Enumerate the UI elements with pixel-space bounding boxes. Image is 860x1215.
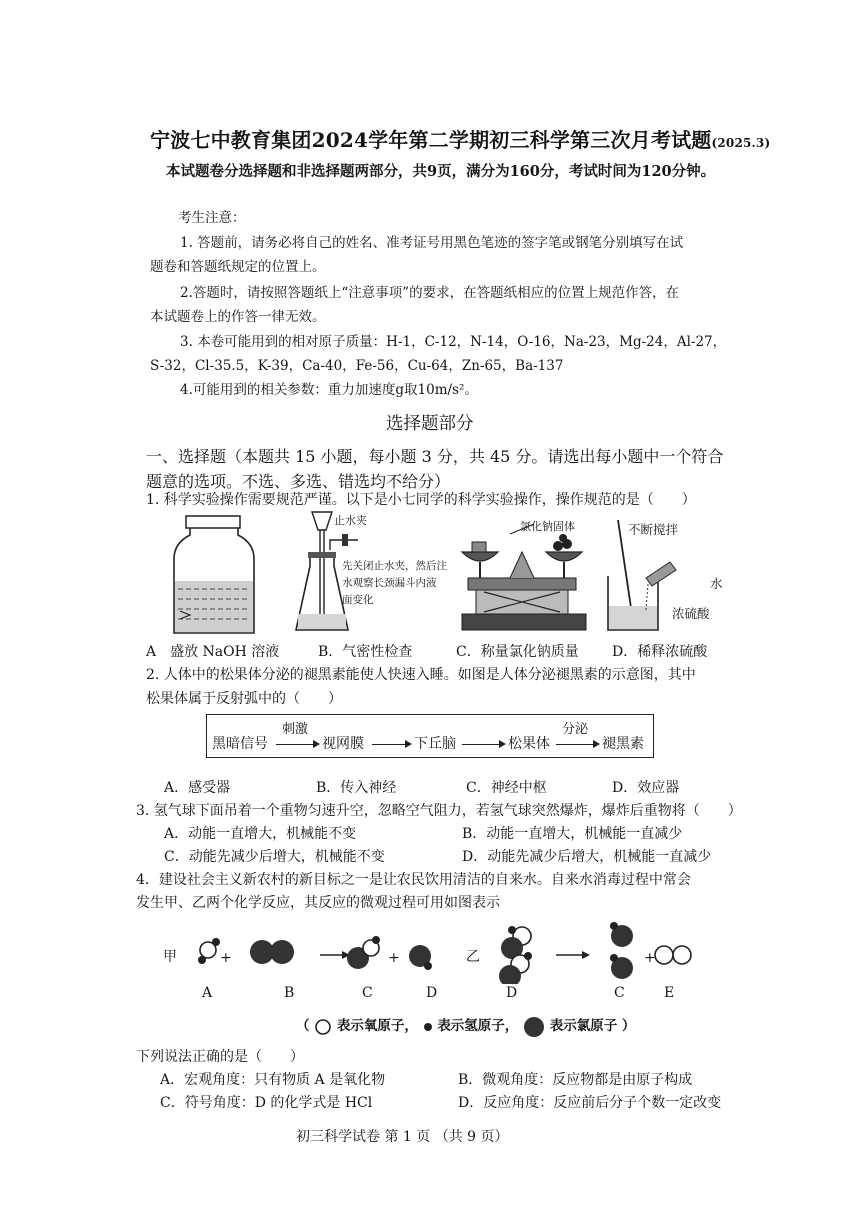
question-3-stem: 3. 氢气球下面吊着一个重物匀速升空，忽略空气阻力，若氢气球突然爆炸，爆炸后重物将（ ） xyxy=(136,803,742,819)
legend-open: （ xyxy=(296,1018,310,1034)
flow-step: 视网膜 xyxy=(322,736,364,752)
sodium-chloride-label: 氯化钠固体 xyxy=(520,520,575,533)
q2-option-d: D．效应器 xyxy=(612,780,680,796)
q2-option-a: A．感受器 xyxy=(164,780,231,796)
q1-option-a: A 盛放 NaOH 溶液 xyxy=(146,644,280,660)
flow-label-stimulus: 刺激 xyxy=(282,722,309,737)
legend-close: ） xyxy=(621,1018,636,1034)
part1-heading: 一、选择题（本题共 15 小题，每小题 3 分，共 45 分。请选出每小题中一个符合题意的选项。不选、多选、错选均不给分） xyxy=(146,447,724,491)
q1-option-c: C．称量氯化钠质量 xyxy=(456,644,579,660)
notice-line: 题卷和答题纸规定的位置上。 xyxy=(150,259,326,275)
q3-option-d: D．动能先减少后增大，机械能一直减少 xyxy=(462,849,712,865)
flow-step: 松果体 xyxy=(508,736,550,752)
clamp-label: 止水夹 xyxy=(334,514,367,527)
oxygen-atom-icon xyxy=(314,1018,332,1036)
notice-heading: 考生注意： xyxy=(178,210,246,226)
reaction-molecules xyxy=(190,922,720,984)
sulfuric-acid-label: 浓硫酸 xyxy=(672,606,710,621)
q2-option-c: C．神经中枢 xyxy=(466,780,547,796)
legend-hydrogen: 表示氢原子， xyxy=(437,1018,519,1034)
exam-title xyxy=(150,124,770,153)
notice-line: 3. 本卷可能用到的相对原子质量：H-1，C-12，N-14，O-16，Na-23，Mg-24，Al-27， xyxy=(180,334,727,350)
notice-line: 2.答题时，请按照答题纸上“注意事项”的要求，在答题纸相应的位置上规范作答，在 xyxy=(180,285,680,301)
q3-option-b: B．动能一直增大，机械能一直减少 xyxy=(462,826,683,842)
figure-b-note: 面变化 xyxy=(342,594,374,606)
plus-sign: + xyxy=(644,950,656,966)
section-title: 选择题部分 xyxy=(386,414,474,434)
flow-arrow xyxy=(462,744,504,745)
molecule-label: A xyxy=(202,985,213,1001)
reaction-jia-label: 甲 xyxy=(163,949,177,965)
flow-arrow xyxy=(556,744,598,745)
flow-arrow xyxy=(276,744,318,745)
notice-line: 1. 答题前，请务必将自己的姓名、准考证号用黑色笔迹的签字笔或钢笔分别填写在试 xyxy=(180,235,684,251)
q1-option-d: D．稀释浓硫酸 xyxy=(612,644,708,660)
atom-legend xyxy=(296,1014,635,1038)
reagent-bottle-figure xyxy=(168,515,260,637)
page-footer: 初三科学试卷 第 1 页 （共 9 页） xyxy=(296,1129,509,1145)
exam-date: (2025.3) xyxy=(711,136,771,150)
flow-step: 黑暗信号 xyxy=(212,736,268,752)
notice-line: 本试题卷上的作答一律无效。 xyxy=(150,309,326,325)
figure-b-note: 水观察长颈漏斗内液 xyxy=(342,577,437,589)
question-1-stem: 1. 科学实验操作需要规范严谨。以下是小七同学的科学实验操作，操作规范的是（ ） xyxy=(146,492,696,508)
q1-option-b: B．气密性检查 xyxy=(318,644,413,660)
molecule-label: D xyxy=(426,985,438,1001)
water-label: 水 xyxy=(710,576,723,591)
flow-label-secrete: 分泌 xyxy=(562,722,589,737)
question-4-prompt: 下列说法正确的是（ ） xyxy=(136,1049,304,1065)
legend-chlorine: 表示氯原子 xyxy=(549,1018,618,1034)
airtightness-figure xyxy=(290,510,362,638)
balance-figure xyxy=(454,522,594,634)
notice-line: 4.可能用到的相关参数：重力加速度g取10m/s²。 xyxy=(180,382,478,398)
legend-oxygen: 表示氧原子， xyxy=(336,1018,418,1034)
exam-title-text: 宁波七中教育集团2024学年第二学期初三科学第三次月考试题 xyxy=(150,128,712,152)
q4-option-c: C．符号角度：D 的化学式是 HCl xyxy=(160,1095,373,1111)
reaction-yi-label: 乙 xyxy=(466,949,480,965)
question-2-stem: 2. 人体中的松果体分泌的褪黑素能使人快速入睡。如图是人体分泌褪黑素的示意图，其中 xyxy=(146,667,696,683)
q4-option-a: A．宏观角度：只有物质 A 是氧化物 xyxy=(160,1072,386,1088)
notice-line: S-32，Cl-35.5，K-39，Ca-40，Fe-56，Cu-64，Zn-65，Ba-137 xyxy=(150,358,564,374)
plus-sign: + xyxy=(220,950,232,966)
q4-option-b: B．微观角度：反应物都是由原子构成 xyxy=(458,1072,693,1088)
q3-option-c: C．动能先减少后增大，机械能不变 xyxy=(164,849,385,865)
molecule-label: B xyxy=(284,985,295,1001)
q2-option-b: B．传入神经 xyxy=(316,780,397,796)
q3-option-a: A．动能一直增大，机械能不变 xyxy=(164,826,357,842)
stir-label: 不断搅拌 xyxy=(628,522,679,537)
question-2-stem-cont: 松果体属于反射弧中的（ ） xyxy=(146,691,342,707)
flow-arrow xyxy=(372,744,410,745)
q4-option-d: D．反应角度：反应前后分子个数一定改变 xyxy=(458,1095,722,1111)
question-4-stem: 4．建设社会主义新农村的新目标之一是让农民饮用清洁的自来水。自来水消毒过程中常会 xyxy=(136,872,691,888)
chlorine-atom-icon xyxy=(523,1016,545,1038)
molecule-label: E xyxy=(664,985,675,1001)
flow-step: 下丘脑 xyxy=(414,736,456,752)
molecule-label: D xyxy=(506,985,518,1001)
exam-subtitle: 本试题卷分选择题和非选择题两部分，共9页，满分为160分，考试时间为120分钟。 xyxy=(166,163,716,180)
hydrogen-atom-icon xyxy=(423,1022,433,1032)
molecule-label: C xyxy=(362,985,373,1001)
flow-step: 褪黑素 xyxy=(602,736,644,752)
figure-b-note: 先关闭止水夹，然后注 xyxy=(342,560,447,572)
plus-sign: + xyxy=(388,950,400,966)
molecule-label: C xyxy=(614,985,625,1001)
question-4-stem-cont: 发生甲、乙两个化学反应，其反应的微观过程可用如图表示 xyxy=(136,895,500,911)
